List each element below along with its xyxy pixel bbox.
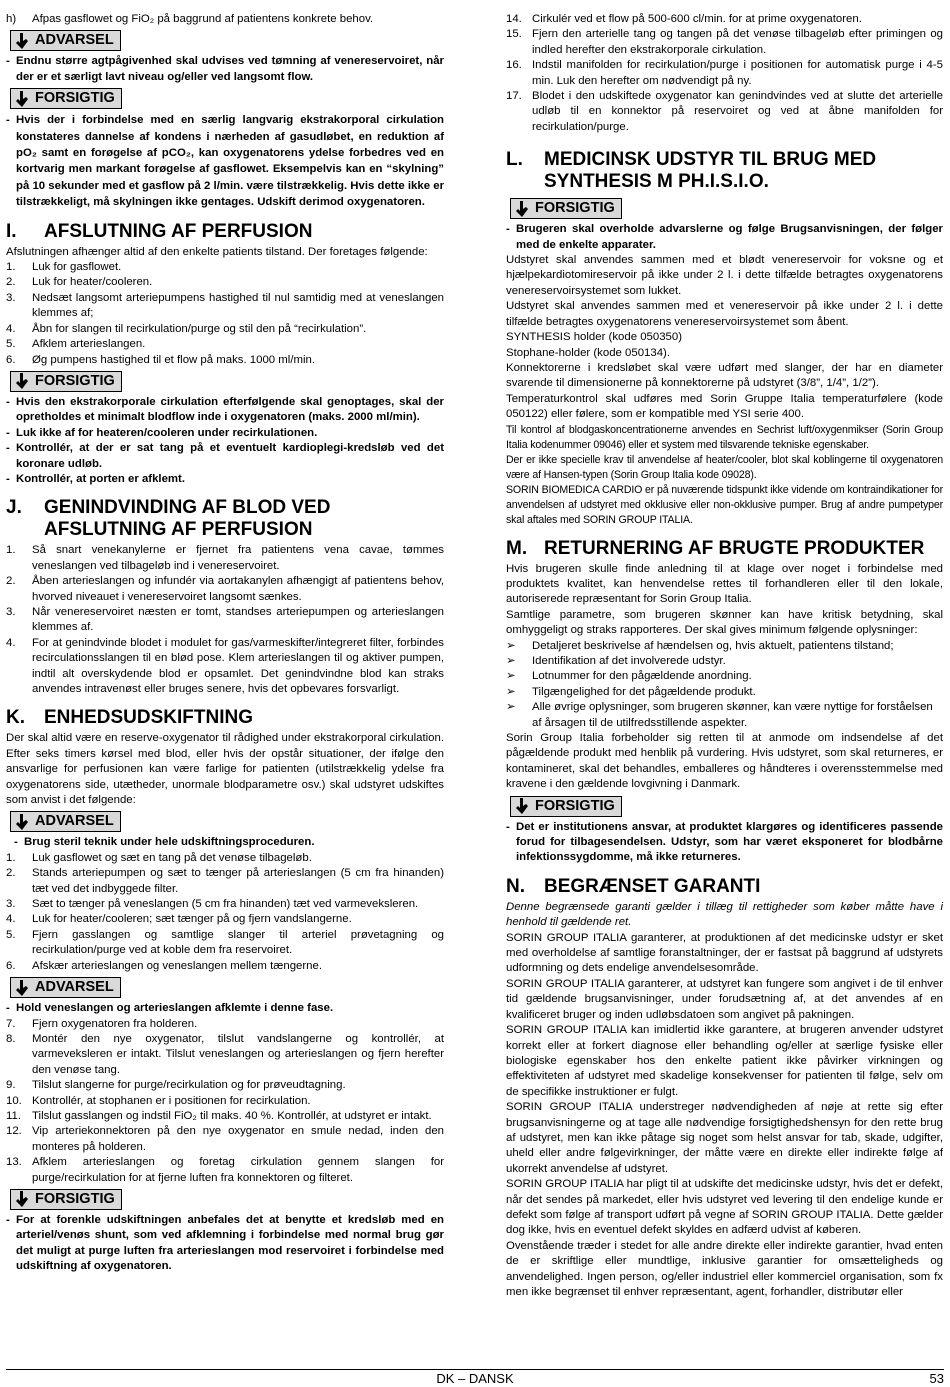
paragraph: Konnektorerne i kredsløbet skal være udført med slanger, der har en diameter svarende til dimensionerne på konnektorerne på udstyret (3/8”, 1/4”, 1/2”). [506,361,943,390]
list-number: 7. [6,1017,16,1030]
section-heading: N. BEGRÆNSET GARANTI [506,875,761,897]
list-number: 4. [6,913,16,926]
list-text: Cirkulér ved et flow på 500-600 cl/min. for at prime oxygenatoren. [532,13,862,25]
list-text: Stands arteriepumpen og sæt to tænger på arterieslangen (5 cm fra hinanden) tæt ved det indbyggede filter. [32,867,444,895]
paragraph: Der skal altid være en reserve-oxygenator til rådighed under ekstrakorporal cirkulation. Efter seks timers kørsel med blod, eller hvis der opstår situationer, der ifølge den ansvarlige for perfusionen kan være farlige for patienten (utilstrækkelig ydelse fra oxygenatorens side, utætheder, unormale blodparametre osv.) skal udstyret udskiftes som anvist i det følgende: [6,732,444,807]
list-text: Luk for gasflowet. [32,261,122,274]
list-text: Nedsæt langsomt arteriepumpens hastighed til nul samtidig med at veneslangen klemmes af; [32,291,444,320]
list-text: Åbn for slangen til recirkulation/purge og stil den på “recirkulation”. [32,322,367,335]
paragraph: Sorin Group Italia forbeholder sig retten til at anmode om indsendelse af det pågældende produkt med henblik på vurdering. Hvis udstyret, som skal returneres, er kontamineret, skal det behandles, emballeres og håndteres i overensstemmelse med kravene i den gældende lovgivning i Danmark. [506,732,943,791]
hand-pointer-icon [15,1191,29,1207]
hand-pointer-icon [15,91,29,107]
section-heading: M. RETURNERING AF BRUGTE PRODUKTER [506,537,925,559]
list-item [6,912,444,927]
paragraph: Stophane-holder (kode 050134). [506,346,671,359]
arrow-bullet-icon: ➢ [506,654,516,667]
paragraph: SORIN BIOMEDICA CARDIO er på nuværende tidspunkt ikke vidende om kontraindikationer for anvendelsen af udstyret med okklusive eller non-okklusive pumper. Brug af andre pumpetyper skal aftales med SORIN GROUP ITALIA. [506,483,943,526]
list-item [506,89,943,135]
list-text: Når venereservoiret næsten er tomt, standses arteriepumpen og arterieslangen klemmes af. [32,605,444,634]
list-number: 13. [6,1156,22,1169]
list-number: 4. [6,322,16,335]
list-number: 17. [506,90,522,103]
hand-pointer-icon [515,798,529,814]
list-text: Luk gasflowet og sæt en tang på det venøse tilbageløb. [32,851,312,864]
paragraph: SORIN GROUP ITALIA har pligt til at udskifte det medicinske udstyr, hvis det er defekt, når det sendes på markedet, eller hvis udstyret ved levering til den endelige kunde er defekt som følge af transport udført på vegne af SORIN GROUP ITALIA. Dette gælder dog ikke, hvis en eventuel defekt skyldes en adfærd udvist af køberen. [506,1178,943,1237]
paragraph: Der er ikke specielle krav til anvendelse af heater/cooler, blot skal koblingerne til oxygenatoren være af Hansen-typen (Sorin Group Italia kode 09028). [506,453,943,481]
list-item [506,669,943,684]
caution-text: - Brugeren skal overholde advarslerne og følge Brugsanvisningen, der følger med de enkelte apparater. [506,223,943,251]
list-number: 9. [6,1079,16,1092]
list-item [6,1094,444,1109]
list-number: 8. [6,1032,16,1045]
list-item [506,685,943,700]
section-heading: K. ENHEDSUDSKIFTNING [6,707,254,729]
list-item: h) Afpas gasflowet og FiO₂ på baggrund af patientens konkrete behov. [6,13,374,25]
paragraph: Udstyret skal anvendes sammen med et blødt venereservoir for voksne og et hjælpekardiotomireservoir på ikke under 2 l. i dette tilfælde betragtes oxygenatorens venereservoirsystemet som lukket. [506,254,943,297]
list-item [6,574,444,605]
list-text: Tilslut gasslangen og indstil FiO₂ til maks. 40 %. Kontrollér, at udstyret er intakt. [32,1109,432,1122]
list-number: 2. [6,276,16,289]
caution-item: - Kontrollér, at der er sat tang på et eventuelt kardioplegi-kredsløb ved det koronare udløb. [6,442,444,470]
numbered-list [6,260,444,368]
hand-pointer-icon [15,980,29,996]
list-text: Alle øvrige oplysninger, som brugeren skønner, kan være nyttige for forståelsen af årsagen til de utilfredsstillende aspekter. [532,701,933,729]
paragraph: SORIN GROUP ITALIA understreger nødvendigheden af nøje at rette sig efter brugsanvisningerne og at tage alle nødvendige forsigtighedshensyn for den rette brug af udstyret, men kan ikke påtage sig noget som helst ansvar for tab, skade, udgifter, uheld eller andre følgevirkninger, der måtte være en direkte eller indirekte følge af ukorrekt anvendelse af udstyret. [506,1101,943,1175]
list-number: 2. [6,575,16,588]
list-text: Kontrollér, at stophanen er i positionen for recirkulation. [32,1094,311,1107]
paragraph-group [506,931,943,1301]
list-number: 6. [6,353,16,366]
caution-item: - Hvis den ekstrakorporale cirkulation efterfølgende skal genoptages, skal der opretholdes et minimalt blodflow inde i oxygenatoren (maks. 2000 ml/min). [6,395,444,424]
list-text: Afskær arterieslangen og veneslangen mellem tængerne. [32,959,322,972]
page-footer [6,1369,944,1386]
list-number: 6. [6,959,16,972]
list-text: Afklem arterieslangen og foretag cirkulation gennem slangen for purge/recirkulation for at fjerne luften fra konnektoren og filteret. [32,1156,444,1184]
list-number: 16. [506,59,522,72]
paragraph: SORIN GROUP ITALIA kan imidlertid ikke garantere, at brugeren anvender udstyret korrekt eller at forkert diagnose eller behandling og/eller at særlige fysiske eller biologiske egenskaber hos den enkelte patient ikke påvirker virkningen og effektiviteten af udstyret med skadelige konsekvenser for patienten til følge, selv om de specifikke instruktioner er fulgt. [506,1024,943,1098]
paragraph: SORIN GROUP ITALIA garanterer, at udstyret kan fungere som angivet i de til enhver tid gældende brugsanvisninger, under forudsætning af, at det anvendes af en kvalificeret bruger og inden udløbsdatoen som angivet på pakningen. [506,977,943,1021]
section-heading: L. MEDICINSK UDSTYR TIL BRUG MED SYNTHESIS M PH.I.S.I.O. [506,149,877,193]
list-item [6,959,444,974]
warning-badge: ADVARSEL [10,811,121,832]
list-text: Afklem arterieslangen. [32,338,146,351]
list-item [506,12,943,27]
list-number: 1. [6,544,16,557]
list-text: Vip arteriekonnektoren på den nye oxygenator en smule nedad, inden den monteres på holderen. [32,1125,444,1153]
footer-language: DK – DANSK [436,1371,514,1386]
list-text: Tilslut slangerne for purge/recirkulation og for prøveudtagning. [32,1079,346,1092]
list-item [6,322,444,337]
numbered-list [6,1017,444,1186]
list-text: Så snart venekanylerne er fjernet fra patientens vena cavae, tømmes veneslangen ved tilbageløb ind i venereservoiret. [32,544,444,572]
arrow-bullet-icon: ➢ [506,685,516,698]
list-text: Luk for heater/cooleren. [32,276,153,289]
right-column [506,12,943,1300]
list-number: 4. [6,636,16,649]
list-number: 3. [6,605,16,618]
list-item [6,337,444,352]
list-text: Fjern oxygenatoren fra holderen. [32,1017,198,1030]
list-item [6,543,444,574]
list-text: Montér den nye oxygenator, tilslut vandslangerne og kontrollér, at varmeveksleren er intakt. Tilslut veneslangen og arterieslangen og fjern herefter den venøse tang. [32,1032,444,1076]
list-text: Tilgængelighed for det pågældende produkt. [532,685,756,698]
list-item [6,1032,444,1078]
hand-pointer-icon [15,33,29,49]
caution-item: - Luk ikke af for heateren/cooleren under recirkulationen. [6,426,318,439]
list-number: 14. [506,13,522,25]
list-item [506,58,943,89]
list-number: 12. [6,1125,22,1138]
list-item [6,1078,444,1093]
list-item [6,866,444,897]
paragraph-group [506,423,943,528]
list-text: Lotnummer for den pågældende anordning. [532,670,752,683]
list-item [506,27,943,58]
caution-text: - Hvis der i forbindelse med en særlig langvarig ekstrakorporal cirkulation konstateres dannelse af kondens i nærheden af gasudløbet, en reduktion af pO₂ samt en forøgelse af pCO₂, kan oxygenatorens ydelse forbedres ved en kortvarig men markant forøgelse af gasflowet. Eksempelvis kan en “skylning” på 10 sekunder med et gasflow på 2 l/min. være tilstrækkelig. Hvis dette ikke er tilstrækkeligt, må skylningen ikke gentages. Udskift derimod oxygenatoren. [6,114,444,209]
paragraph: Ovenstående træder i stedet for alle andre direkte eller indirekte garantier, hvad enten de er skriftlige eller mundtlige, inklusive garantier for omsætteligheds og anvendelighed. Ingen person, og/eller industriel eller kommerciel organisation, som fx men ikke begrænset til enhver repræsentant, agent, forhandler, distributør eller [506,1239,943,1298]
list-item [6,1124,444,1155]
numbered-list [6,851,444,974]
bullet-list [506,639,943,731]
caution-list [6,395,444,487]
warning-text: - Hold veneslangen og arterieslangen afklemte i denne fase. [6,1002,334,1015]
paragraph: Hvis brugeren skulle finde anledning til at klage over noget i forbindelse med produktets kvalitet, kan henvendelse rettes til forhandleren eller til den lokale, autoriserede repræsentant for Sorin Group Italia. [506,562,943,606]
list-number: 2. [6,867,16,880]
list-item [6,605,444,636]
list-number: 11. [6,1109,21,1122]
warning-text: - Brug steril teknik under hele udskiftningsproceduren. [14,836,315,849]
list-number: 5. [6,928,16,941]
caution-badge: FORSIGTIG [510,198,622,219]
arrow-bullet-icon: ➢ [506,670,516,683]
list-number: 3. [6,291,16,304]
paragraph: SYNTHESIS holder (kode 050350) [506,331,683,344]
list-item [506,654,943,669]
list-number: 1. [6,261,16,274]
caution-text: - Det er institutionens ansvar, at produktet klargøres og identificeres passende forud for tilbagesendelsen. Udstyr, som har været eksponeret for blodbårne infektionssygdomme, må ikke returneres. [506,820,943,864]
list-text: Sæt to tænger på veneslangen (5 cm fra hinanden) tæt ved varmeveksleren. [32,898,419,911]
list-text: For at genindvinde blodet i modulet for gas/varmeskifter/integreret filter, forbindes recirculationsslangen til en blød pose. Klem arterieslangen til og aktiver pumpen, indtil alt overskydende blod er opsamlet. Det genindvindne blod kan straks anvendes intravenøst eller bruges senere, hvis det opbevares forsvarligt. [32,636,444,695]
list-item [6,1109,444,1124]
list-text: Detaljeret beskrivelse af hændelsen og, hvis aktuelt, patientens tilstand; [532,639,894,652]
caution-badge: FORSIGTIG [10,88,122,109]
paragraph: Udstyret skal anvendes sammen med et venereservoir på ikke under 2 l. i dette tilfælde betragtes oxygenatorens venereservoirsystemet som åbent. [506,300,943,328]
list-item [6,897,444,912]
list-item [6,260,444,275]
warning-text: - Endnu større agtpågivenhed skal udvises ved tømning af venereservoiret, når der er et særligt lavt niveau og/eller ved langsomt flow. [6,55,444,83]
list-text: Fjern gasslangen og samtlige slanger til arteriel prøvetagning og recirkulation/purge ved at koble dem fra reservoiret. [32,928,444,957]
page-number: 53 [929,1371,944,1386]
numbered-list [506,12,943,135]
caution-item: - Kontrollér, at porten er afklemt. [6,472,185,485]
list-item [6,851,444,866]
caution-badge: FORSIGTIG [510,796,622,817]
arrow-bullet-icon: ➢ [506,639,516,652]
list-number: 1. [6,851,16,864]
list-number: 3. [6,898,16,911]
warning-badge: ADVARSEL [10,977,121,998]
paragraph: SORIN GROUP ITALIA garanterer, at produktionen af det medicinske udstyr er sket med overholdelse af samtlige foranstaltninger, der er fastsat på baggrund af udstyrets udformning og dets endelige anvendelsesområde. [506,931,943,975]
paragraph: Temperaturkontrol skal udføres med Sorin Gruppe Italia temperaturfølere (kode 050122) eller følere, som er kompatible med YSI serie 400. [506,392,943,421]
list-item [6,1017,444,1032]
list-item [6,928,444,959]
list-number: 15. [506,28,522,41]
list-text: Indstil manifolden for recirkulation/purge i positionen for automatisk purge i 4-5 min. Luk den herefter om nødvendigt på ny. [532,59,943,87]
section-heading: J. GENINDVINDING AF BLOD VED AFSLUTNING AF PERFUSION [6,497,331,541]
paragraph: Til kontrol af blodgaskoncentrationerne anvendes en Sechrist luft/oxygenmikser (Sorin Group Italia kodenummer 09046) eller et system med tilsvarende tekniske egenskaber. [506,423,943,451]
list-item [6,353,444,368]
caution-badge: FORSIGTIG [10,1189,122,1210]
list-item [6,291,444,322]
list-text: Øg pumpens hastighed til et flow på maks. 1000 ml/min. [32,353,316,366]
hand-pointer-icon [15,373,29,389]
list-text: Åben arterieslangen og infundér via aortakanylen afhængigt af patientens behov, hvorved niveauet i venereservoiret langsomt sænkes. [32,575,444,603]
list-item [506,639,943,654]
list-item [6,636,444,698]
list-text: Fjern den arterielle tang og tangen på det venøse tilbageløb efter primingen og indled herefter den ekstrakorporale cirkulation. [532,28,943,56]
list-item [6,275,444,290]
caution-badge: FORSIGTIG [10,371,122,392]
numbered-list [6,543,444,697]
list-text: Identifikation af det involverede udstyr. [532,654,726,667]
caution-text: - For at forenkle udskiftningen anbefales det at benytte et kredsløb med en arteriel/venøs shunt, som ved afklemning i forbindelse med normal brug gør det muligt at purge luften fra arterieslangen mod reservoiret i forbindelse med udskiftning af oxygenatoren. [6,1213,444,1273]
arrow-bullet-icon: ➢ [506,701,516,714]
list-item [6,1155,444,1186]
hand-pointer-icon [515,201,529,217]
list-number: 10. [6,1094,22,1107]
list-item [506,700,943,731]
paragraph: Samtlige parametre, som brugeren skønner kan have kritisk betydning, skal omhyggeligt og straks rapporteres. Der skal gives minimum følgende oplysninger: [506,608,943,637]
hand-pointer-icon [15,814,29,830]
paragraph: Denne begrænsede garanti gælder i tillæg til rettigheder som køber måtte have i henhold til gældende ret. [506,900,943,929]
list-text: Luk for heater/cooleren; sæt tænger på og fjern vandslangerne. [32,913,352,926]
paragraph: Afslutningen afhænger altid af den enkelte patients tilstand. Der foretages følgende: [6,245,428,258]
list-text: Blodet i den udskiftede oxygenator kan genindvindes ved at slutte det arterielle udløb til en konnektor på reservoiret og ved at åbne manifolden for recirkulation/purge. [532,90,943,133]
paragraph-group [506,253,943,422]
warning-badge: ADVARSEL [10,30,121,51]
left-column [6,12,444,1275]
list-number: 5. [6,338,16,351]
section-heading: I. AFSLUTNING AF PERFUSION [6,220,313,242]
